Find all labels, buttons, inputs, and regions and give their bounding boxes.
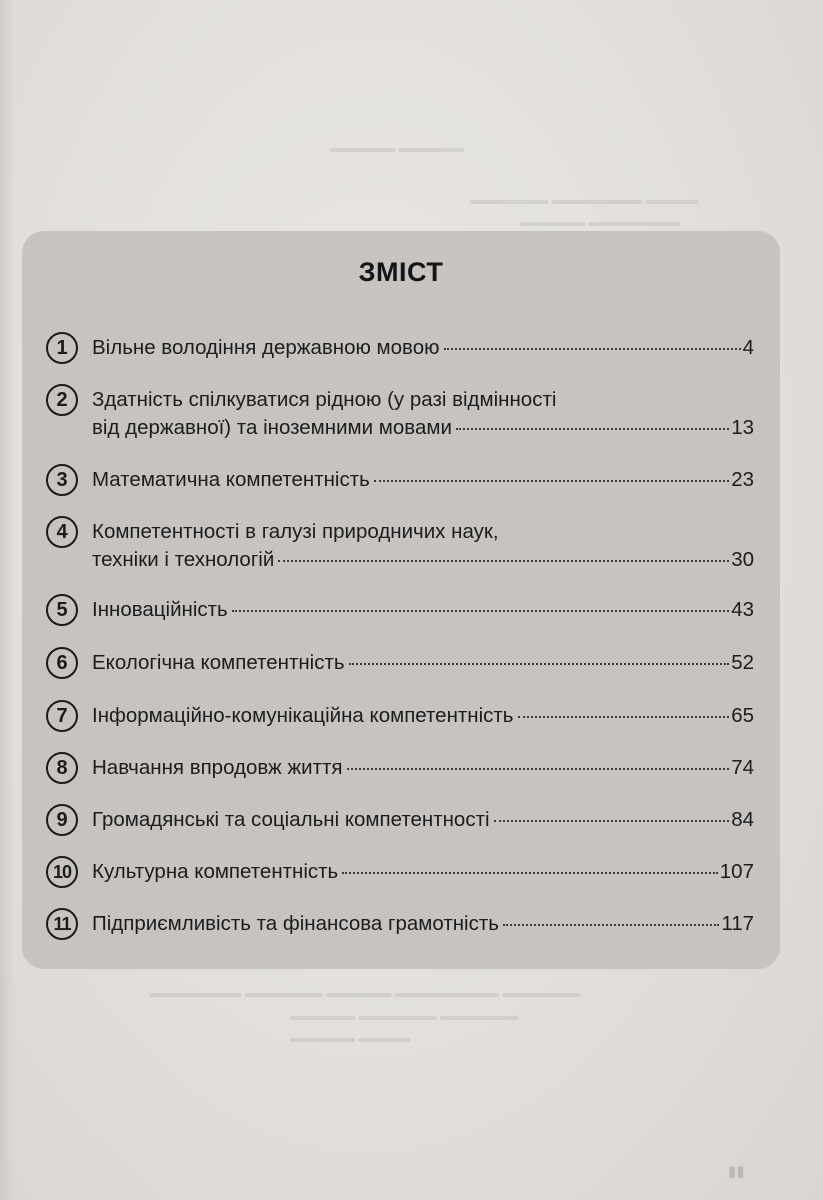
bleed-through-text: ▬▬▬▬▬ ▬▬▬▬	[290, 1030, 411, 1045]
dot-leader	[347, 768, 730, 770]
toc-entry-line	[92, 333, 754, 363]
entry-number-badge: 2	[46, 384, 78, 416]
toc-entry-line	[92, 753, 754, 783]
dot-leader	[374, 480, 729, 482]
toc-entry-line	[92, 909, 754, 939]
toc-entry-title-continued: техніки і технологій	[92, 548, 275, 571]
toc-entry-title: Підприємливість та фінансова грамотність	[92, 912, 499, 935]
toc-entry-line	[92, 517, 754, 547]
bleed-through-text: ▬▬▬▬▬▬▬ ▬▬▬▬▬▬ ▬▬▬▬▬ ▬▬▬▬▬▬▬▬ ▬▬▬▬▬▬	[150, 985, 581, 1000]
toc-entry-title: Екологічна компетентність	[92, 651, 345, 674]
toc-entry-line	[92, 857, 754, 887]
entry-number-badge: 4	[46, 516, 78, 548]
dot-leader	[342, 872, 718, 874]
toc-entry-title: Математична компетентність	[92, 468, 370, 491]
dot-leader	[518, 716, 730, 718]
toc-entry-title: Здатність спілкуватися рідною (у разі відмінності	[92, 388, 557, 411]
toc-entry-line	[92, 413, 754, 443]
dot-leader	[444, 348, 741, 350]
toc-entry-line	[92, 385, 754, 415]
toc-entry-line	[92, 595, 754, 625]
toc-entry-page: 107	[719, 860, 754, 883]
toc-entry-page: 13	[731, 416, 754, 439]
entry-number-badge: 5	[46, 594, 78, 626]
toc-title: ЗМІСТ	[358, 257, 444, 287]
toc-entry-page: 30	[731, 548, 754, 571]
toc-entry-page: 52	[731, 651, 754, 674]
dot-leader	[349, 663, 730, 665]
toc-entry-page: 23	[731, 468, 754, 491]
toc-entry-title: Компетентності в галузі природничих наук,	[92, 520, 499, 543]
toc-entry-title: Громадянські та соціальні компетентності	[92, 808, 490, 831]
toc-entry-title: Навчання впродовж життя	[92, 756, 343, 779]
entry-number-badge: 9	[46, 804, 78, 836]
toc-entry-title: Вільне володіння державною мовою	[92, 336, 440, 359]
entry-number-badge: 6	[46, 647, 78, 679]
entry-number-badge: 10	[46, 856, 78, 888]
dot-leader	[503, 924, 719, 926]
entry-number-badge: 8	[46, 752, 78, 784]
toc-entry-line	[92, 648, 754, 678]
bleed-through-text: ▬▬▬▬▬ ▬▬▬▬▬	[330, 140, 464, 155]
dot-leader	[232, 610, 729, 612]
bleed-through-text: ▬▬▬▬▬ ▬▬▬▬▬▬▬	[520, 214, 680, 229]
toc-entry-line	[92, 545, 754, 575]
toc-entry-title: Інноваційність	[92, 598, 228, 621]
toc-entry-page: 65	[731, 704, 754, 727]
toc-entry-title: Інформаційно-комунікаційна компетентність	[92, 704, 514, 727]
toc-entry-page: 43	[731, 598, 754, 621]
entry-number-badge: 1	[46, 332, 78, 364]
bleed-through-text: ▬▬▬▬▬▬ ▬▬▬▬▬▬▬ ▬▬▬▬	[470, 192, 699, 207]
dot-leader	[278, 560, 729, 562]
toc-entry-page: 4	[742, 336, 754, 359]
bleed-through-text: ▬▬▬▬▬ ▬▬▬▬▬▬ ▬▬▬▬▬▬	[290, 1008, 519, 1023]
toc-entry-page: 74	[731, 756, 754, 779]
entry-number-badge: 7	[46, 700, 78, 732]
dot-leader	[456, 428, 729, 430]
toc-entry-page: 84	[731, 808, 754, 831]
toc-entry-title-continued: від державної) та іноземними мовами	[92, 416, 452, 439]
entry-number-badge: 3	[46, 464, 78, 496]
toc-entry-title: Культурна компетентність	[92, 860, 339, 883]
toc-entry-list	[22, 231, 780, 969]
table-of-contents	[22, 231, 780, 969]
page-folio-mark: ▮▮	[728, 1163, 745, 1180]
page-binding-shadow	[0, 0, 14, 1200]
toc-entry-page: 117	[721, 912, 754, 935]
toc-entry-line	[92, 465, 754, 495]
toc-entry-line	[92, 701, 754, 731]
toc-entry-line	[92, 805, 754, 835]
entry-number-badge: 11	[46, 908, 78, 940]
dot-leader	[494, 820, 730, 822]
